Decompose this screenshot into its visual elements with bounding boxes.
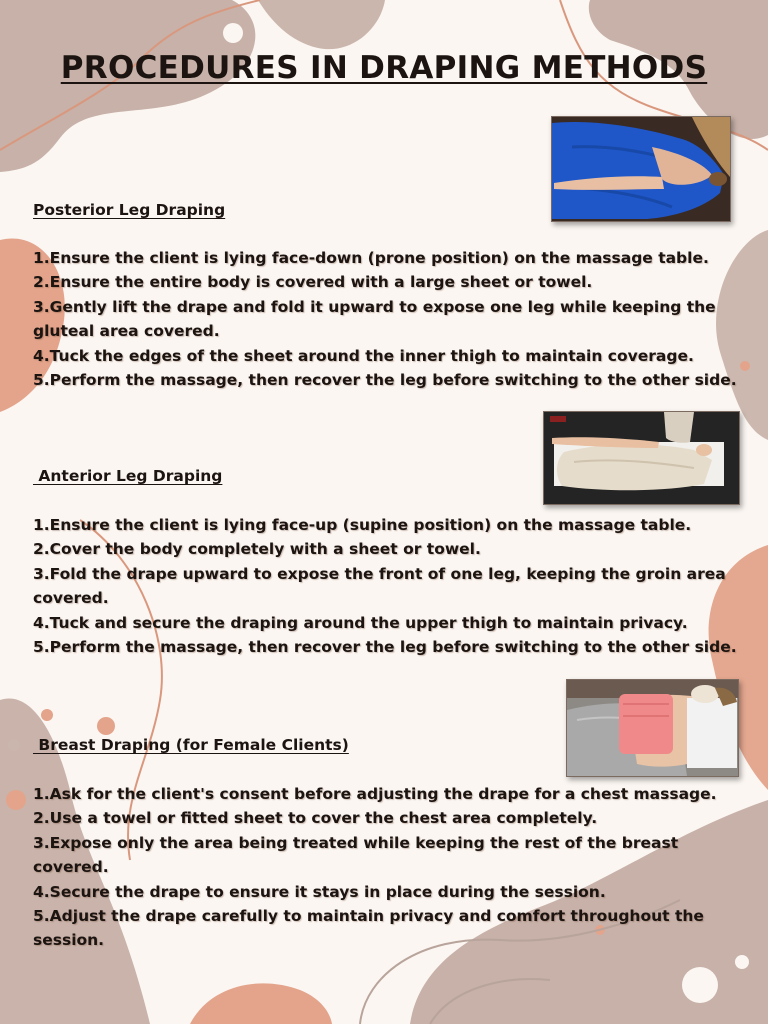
list-item: 5.Perform the massage, then recover the leg before switching to the other side. (33, 371, 737, 390)
list-item: 2.Use a towel or fitted sheet to cover the chest area completely. (33, 809, 598, 828)
list-item: 5.Adjust the drape carefully to maintain privacy and comfort throughout the session. (33, 907, 704, 950)
step-list (33, 246, 758, 392)
list-item: 3.Expose only the area being treated while keeping the rest of the breast covered. (33, 833, 679, 877)
massage-photo-supine-white-sheet (543, 411, 740, 505)
list-item: 3.Fold the drape upward to expose the front of one leg, keeping the groin area covered. (33, 564, 726, 608)
page-title: PROCEDURES IN DRAPING METHODS (60, 50, 708, 86)
list-item: 4.Tuck and secure the draping around the upper thigh to maintain privacy. (33, 613, 688, 632)
list-item: 1.Ensure the client is lying face-down (prone position) on the massage table. (33, 249, 709, 267)
list-item: 4.Tuck the edges of the sheet around the inner thigh to maintain coverage. (33, 346, 694, 365)
massage-photo-chest-pink-towel (566, 679, 739, 777)
list-item: 4.Secure the drape to ensure it stays in place during the session. (33, 882, 606, 901)
section-heading: Breast Draping (for Female Clients) (33, 736, 349, 754)
step-list (33, 782, 758, 953)
massage-photo-prone-blue-sheet (551, 116, 731, 222)
list-item: 5.Perform the massage, then recover the leg before switching to the other side. (33, 638, 737, 657)
list-item: 2.Cover the body completely with a sheet or towel. (33, 540, 481, 559)
list-item: 2.Ensure the entire body is covered with a large sheet or towel. (33, 273, 593, 292)
list-item: 1.Ask for the client's consent before adjusting the drape for a chest massage. (33, 785, 717, 803)
section-heading: Posterior Leg Draping (33, 201, 226, 219)
list-item: 1.Ensure the client is lying face-up (supine position) on the massage table. (33, 516, 692, 534)
step-list (33, 513, 758, 659)
section-heading: Anterior Leg Draping (33, 467, 223, 485)
list-item: 3.Gently lift the drape and fold it upward to expose one leg while keeping the gluteal area covered. (33, 297, 716, 341)
